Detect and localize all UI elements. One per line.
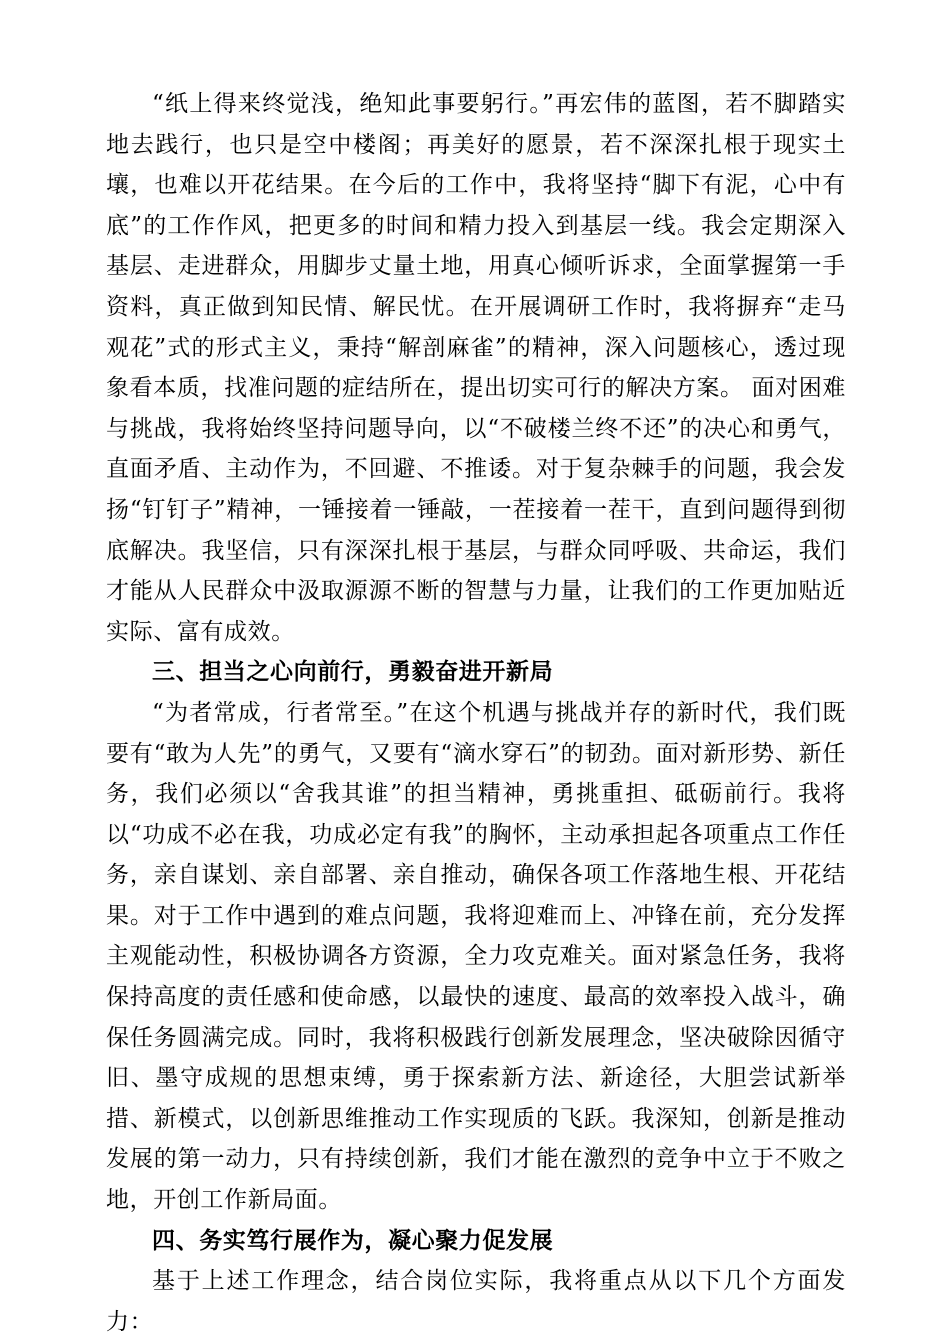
body-paragraph: 基于上述工作理念，结合岗位实际，我将重点从以下几个方面发力： [106, 1268, 846, 1335]
section-heading-4: 四、务实笃行展作为，凝心聚力促发展 [152, 1226, 554, 1254]
section-heading-3: 三、担当之心向前行，勇毅奋进开新局 [152, 658, 554, 686]
body-paragraph: “为者常成，行者常至。”在这个机遇与挑战并存的新时代，我们既要有“敢为人先”的勇气，又要有“滴水穿石”的韧劲。面对新形势、新任务，我们必须以“舍我其谁”的担当精神，勇挑重担、砥砺前行。我将以“功成不必在我，功成必定有我”的胸怀，主动承担起各项重点工作任务，亲自谋划、亲自部署、亲自推动，确保各项工作落地生根、开花结果。对于工作中遇到的难点问题，我将迎难而上、冲锋在前，充分发挥主观能动性，积极协调各方资源，全力攻克难关。面对紧急任务，我将保持高度的责任感和使命感，以最快的速度、最高的效率投入战斗，确保任务圆满完成。同时，我将积极践行创新发展理念，坚决破除因循守旧、墨守成规的思想束缚，勇于探索新方法、新途径，大胆尝试新举措、新模式，以创新思维推动工作实现质的飞跃。我深知，创新是推动发展的第一动力，只有持续创新，我们才能在激烈的竞争中立于不败之地，开创工作新局面。 [106, 699, 846, 1214]
document-body [106, 84, 846, 1342]
body-paragraph: “纸上得来终觉浅，绝知此事要躬行。”再宏伟的蓝图，若不脚踏实地去践行，也只是空中楼阁；再美好的愿景，若不深深扎根于现实土壤，也难以开花结果。在今后的工作中，我将坚持“脚下有泥，心中有底”的工作作风，把更多的时间和精力投入到基层一线。我会定期深入基层、走进群众，用脚步丈量土地，用真心倾听诉求，全面掌握第一手资料，真正做到知民情、解民忧。在开展调研工作时，我将摒弃“走马观花”式的形式主义，秉持“解剖麻雀”的精神，深入问题核心，透过现象看本质，找准问题的症结所在，提出切实可行的解决方案。 面对困难与挑战，我将始终坚持问题导向，以“不破楼兰终不还”的决心和勇气，直面矛盾、主动作为，不回避、不推诿。对于复杂棘手的问题，我会发扬“钉钉子”精神，一锤接着一锤敲，一茬接着一茬干，直到问题得到彻底解决。我坚信，只有深深扎根于基层，与群众同呼吸、共命运，我们才能从人民群众中汲取源源不断的智慧与力量，让我们的工作更加贴近实际、富有成效。 [106, 91, 846, 645]
